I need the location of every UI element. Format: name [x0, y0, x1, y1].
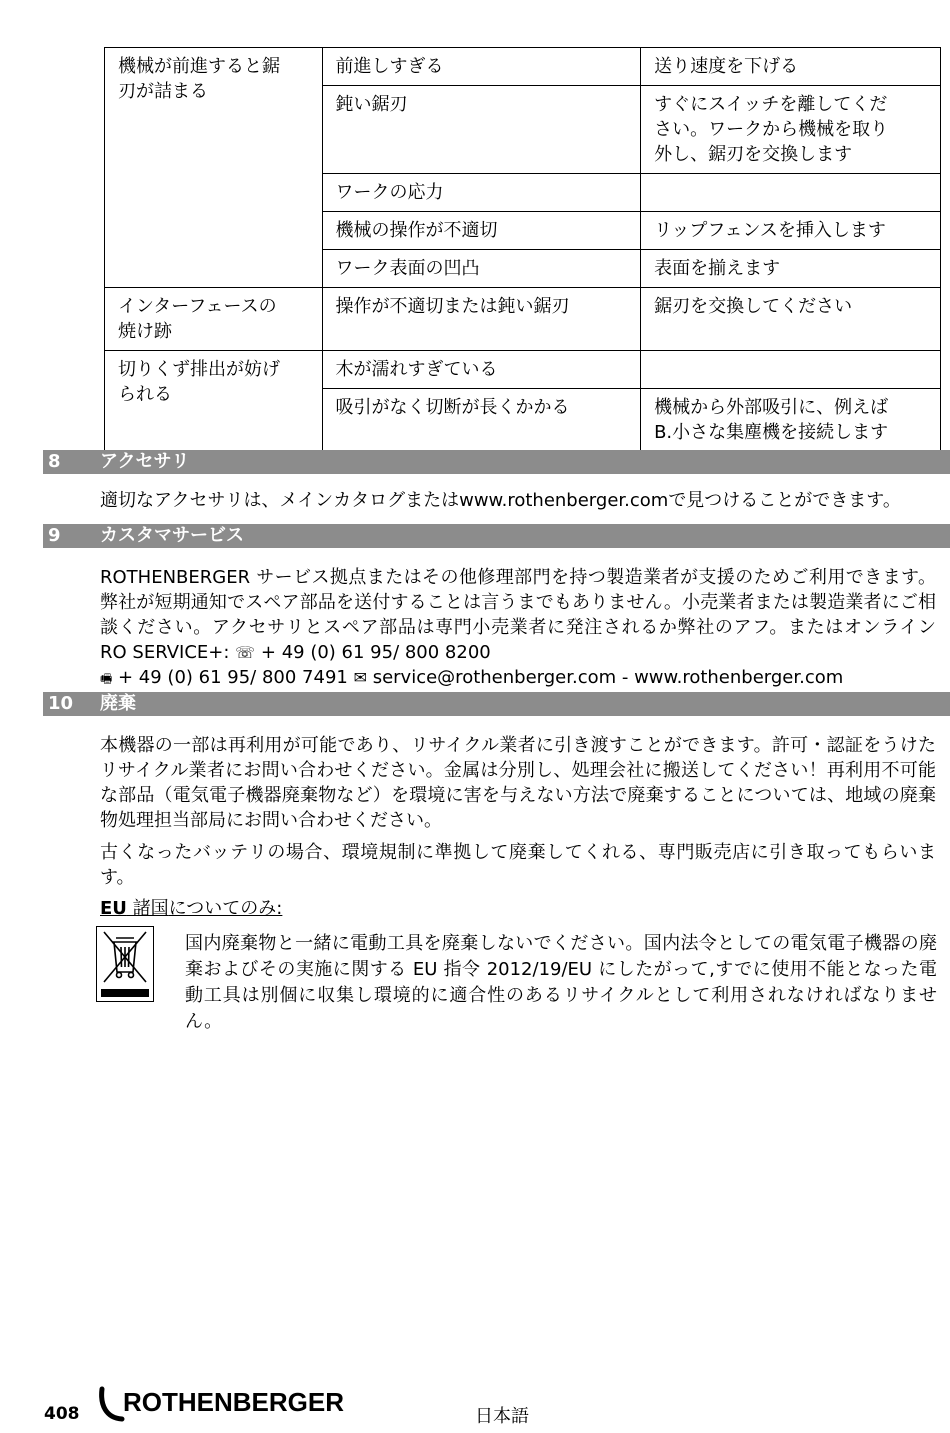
section-header-disposal [43, 692, 950, 716]
remedy-cell [641, 351, 941, 389]
table-row [105, 351, 941, 389]
disposal-paragraph: 本機器の一部は再利用が可能であり、リサイクル業者に引き渡すことができます。許可・認証をうけたリサイクル業者にお問い合わせください。金属は分別し、処理会社に搬送してください！再利用不可能な部品（電気電子機器廃棄物など）を環境に害を与えない方法で廃棄することについては、地域の廃棄物処理担当部局にお問い合わせください。 [100, 735, 936, 831]
eu-prefix: EU [100, 898, 127, 919]
battery-paragraph: 古くなったバッテリの場合、環境規制に準拠して廃棄してくれる、専門販売店に引き取ってもらいます。 [100, 842, 936, 888]
phone-number: + 49 (0) 61 95/ 800 8200 [255, 642, 491, 663]
weee-notice: 国内廃棄物と一緒に電動工具を廃棄しないでください。国内法令としての電気電子機器の廃棄およびその実施に関する EU 指令 2012/19/EU にしたがって,すでに使用不能となった電動工具は別個に収集し環境的に適合性のあるリサイクルとして利用されなければなりません。 [185, 933, 937, 1032]
problem-cell: ワークの応力 [322, 174, 641, 212]
fax-number: + 49 (0) 61 95/ 800 7491 [112, 667, 354, 688]
remedy-cell: 機械から外部吸引に、例えば B.小さな集塵機を接続します [641, 389, 941, 452]
troubleshooting-table [104, 47, 941, 452]
crossed-bin-icon [96, 926, 154, 1002]
fax-icon: 🖷 [100, 672, 113, 687]
section-header-accessories [43, 450, 950, 474]
problem-cell: 操作が不適切または鈍い鋸刃 [322, 288, 641, 351]
problem-cell: 鈍い鋸刃 [322, 86, 641, 174]
cause-cell: 切りくず排出が妨げ られる [105, 351, 323, 452]
rothenberger-logo [98, 1385, 363, 1423]
eu-label-suffix: についてのみ: [168, 898, 283, 919]
remedy-cell: 表面を揃えます [641, 250, 941, 288]
problem-cell: 吸引がなく切断が長くかかる [322, 389, 641, 452]
accessories-paragraph [100, 488, 940, 513]
service-text: ROTHENBERGER サービス拠点またはその他修理部門を持つ製造業者が支援のためご利用できます。弊社が短期通知でスペア部品を送付することは言うまでもありません。小売業者または製造業者にご相談ください。アクセサリとスペア部品は専門小売業者に発注されるか弊社のアフ。またはオンライン RO SERVICE+: [100, 567, 936, 663]
remedy-cell: 鋸刃を交換してください [641, 288, 941, 351]
eu-label-text: 諸国 [126, 898, 169, 919]
remedy-cell [641, 174, 941, 212]
table-row [105, 48, 941, 86]
remedy-cell: 送り速度を下げる [641, 48, 941, 86]
section-title: アクセサリ [100, 451, 190, 472]
problem-cell: ワーク表面の凹凸 [322, 250, 641, 288]
phone-icon: ☏ [235, 643, 256, 662]
cause-cell: 機械が前進すると鋸 刃が詰まる [105, 48, 323, 288]
remedy-cell: すぐにスイッチを離してくだ さい。ワークから機械を取り 外し、鋸刃を交換します [641, 86, 941, 174]
section-number: 10 [48, 693, 74, 714]
section-number: 8 [48, 451, 61, 472]
service-paragraph [100, 565, 936, 665]
service-contact-line [100, 665, 940, 692]
eu-only-label [100, 896, 282, 921]
page-number: 408 [44, 1404, 80, 1424]
remedy-cell: リップフェンスを挿入します [641, 212, 941, 250]
website-link[interactable]: www.rothenberger.com [459, 490, 669, 511]
problem-cell: 前進しすぎる [322, 48, 641, 86]
section-header-customer-service [43, 524, 950, 548]
accessories-text-end: で見つけることができます。 [668, 490, 901, 511]
section-title: カスタマサービス [100, 525, 244, 546]
brand-name: ROTHENBERGER [123, 1387, 345, 1417]
cause-cell: インターフェースの 焼け跡 [105, 288, 323, 351]
section-title: 廃棄 [100, 693, 136, 714]
table-row [105, 288, 941, 351]
problem-cell: 機械の操作が不適切 [322, 212, 641, 250]
mail-icon: ✉ [353, 668, 367, 687]
email-and-website: service@rothenberger.com - www.rothenberger.com [366, 667, 844, 688]
problem-cell: 木が濡れすぎている [322, 351, 641, 389]
section-number: 9 [48, 525, 61, 546]
language-label: 日本語 [475, 1406, 529, 1427]
accessories-text: 適切なアクセサリは、メインカタログまたは [100, 490, 460, 511]
